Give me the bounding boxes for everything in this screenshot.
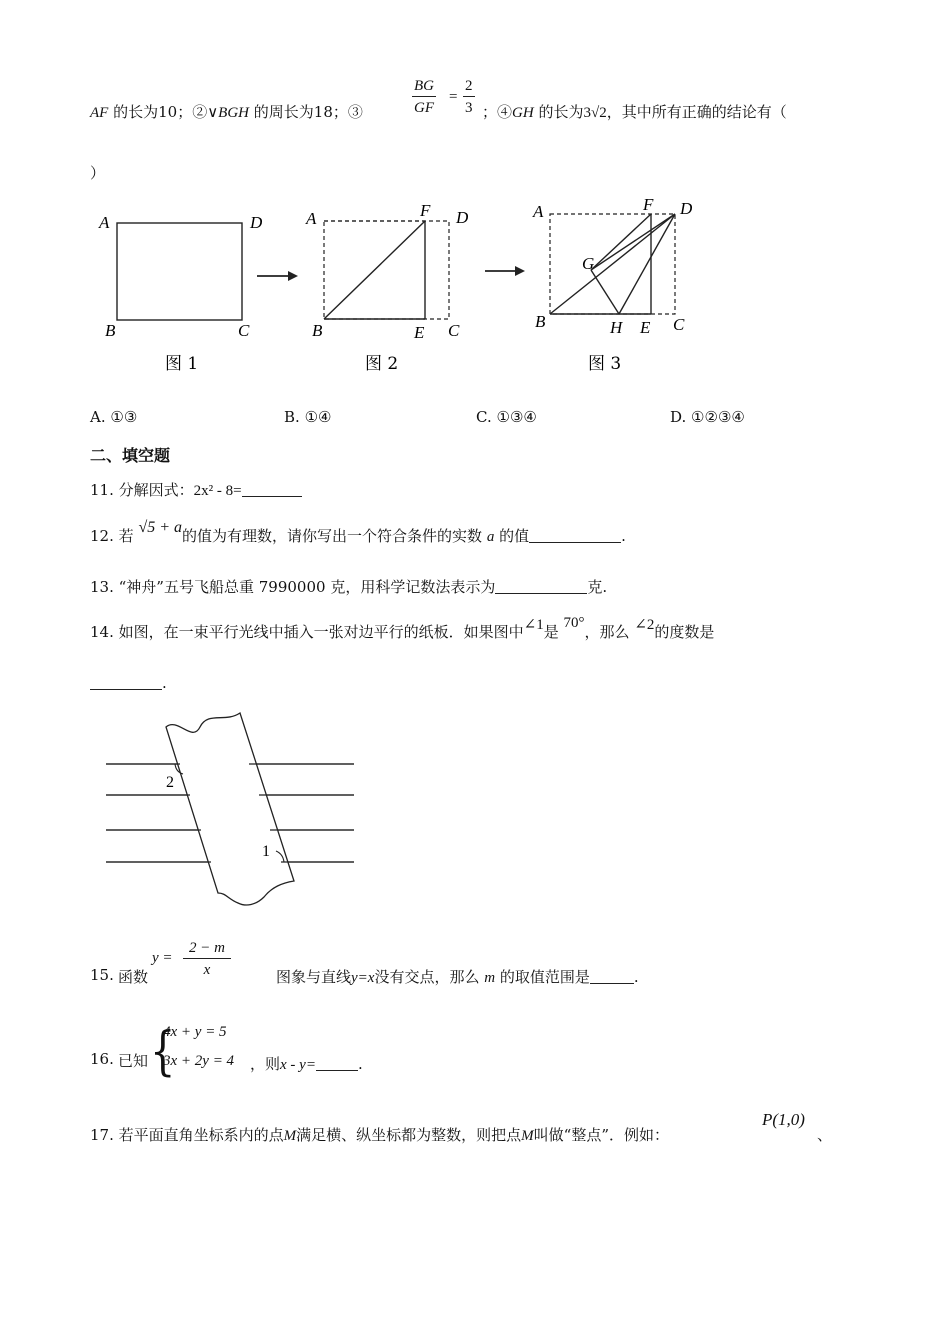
q14-answer-line — [90, 674, 167, 692]
choice-d[interactable] — [670, 408, 745, 426]
q12-number: 12. — [90, 527, 114, 545]
q15-end: . — [633, 968, 639, 986]
q17-text: 若平面直角坐标系内的点 — [118, 1126, 284, 1144]
q17-text-3: 叫做“整点”．例如： — [533, 1126, 670, 1144]
question-13 — [90, 576, 607, 597]
choice-c-letter: C. — [476, 408, 492, 426]
q17-end: 、 — [817, 1126, 833, 1144]
frac-den-gf: GF — [414, 100, 434, 116]
q13-text: “神舟”五号飞船总重 7990000 克，用科学记数法表示为 — [118, 578, 496, 596]
q14-degree: 70° — [563, 615, 585, 631]
fig3-label-d: D — [680, 199, 693, 218]
fig3-label-h: H — [610, 318, 623, 337]
choice-c[interactable] — [476, 408, 537, 426]
fig-angle-label-2: 2 — [166, 774, 174, 791]
q16-pre: 已知 — [118, 1052, 149, 1070]
choice-a[interactable] — [90, 408, 137, 426]
q14-text-3: 的度数是 — [654, 623, 715, 641]
q10-segment-gh: GH — [512, 105, 534, 121]
question-14 — [90, 615, 715, 642]
q15-text-2: 没有交点，那么 — [374, 968, 480, 986]
q12-text-2: 的值 — [499, 527, 530, 545]
fig3-label-b: B — [535, 312, 546, 331]
q10-value-3sqrt2: 3√2 — [583, 105, 607, 121]
q15-numerator: 2 − m — [183, 938, 231, 959]
choice-b[interactable] — [284, 408, 331, 426]
q15-text-line — [276, 966, 639, 987]
q15-text-3: 的取值范围是 — [499, 968, 590, 986]
q16-text-line — [250, 1053, 363, 1074]
q16-text: ，则 — [250, 1055, 281, 1073]
q11-text: 分解因式： — [118, 481, 194, 499]
q11-number: 11. — [90, 481, 114, 499]
q10-text-3: ；④ — [482, 103, 513, 121]
q17-text-2: 满足横、纵坐标都为整数，则把点 — [296, 1126, 522, 1144]
q13-end: 克. — [587, 578, 608, 596]
q14-end: . — [162, 674, 167, 692]
q11-answer-blank[interactable] — [242, 481, 302, 497]
q12-answer-blank[interactable] — [529, 527, 621, 543]
q10-text-1: 的长为10；② — [113, 103, 208, 121]
q12-var-a: a — [486, 529, 495, 545]
fig1-caption: 图 1 — [165, 354, 199, 374]
fig2-label-e: E — [414, 323, 425, 342]
frac-num-2: 2 — [463, 76, 475, 97]
fig2-dashed-rectangle — [324, 221, 449, 319]
q12-expression: √5 + a — [138, 519, 183, 536]
q11-expression: 2x² - 8= — [193, 483, 242, 499]
figure-3 — [532, 195, 693, 374]
fig-angle-label-1: 1 — [262, 843, 270, 860]
q10-statement — [90, 101, 363, 122]
choice-b-letter: B. — [284, 408, 300, 426]
fig2-fold-line — [324, 221, 425, 319]
q17-point-p: P(1,0) — [762, 1110, 805, 1129]
fig2-label-d: D — [456, 208, 469, 227]
q14-figure — [100, 705, 360, 915]
cardboard-strip — [166, 713, 294, 905]
choice-c-text: ①③④ — [496, 408, 537, 426]
question-12 — [90, 519, 626, 546]
section-title-fill-in: 二、填空题 — [90, 446, 171, 465]
q12-end: . — [621, 527, 626, 545]
frac-den-3: 3 — [465, 100, 473, 116]
q15-text: 图象与直线 — [276, 968, 352, 986]
q10-equals: = — [449, 89, 458, 105]
fig1-label-c: C — [238, 321, 250, 340]
q14-text: 如图，在一束平行光线中插入一张对边平行的纸板．如果图中 — [118, 623, 524, 641]
q15-number: 15. — [90, 966, 114, 984]
choice-d-letter: D. — [670, 408, 687, 426]
q10-figures — [95, 195, 735, 380]
choice-d-text: ①②③④ — [691, 408, 745, 426]
fig3-diagonal-bd — [550, 214, 675, 314]
q15-line: y=x — [351, 970, 375, 986]
q14-number: 14. — [90, 623, 114, 641]
q14-is: 是 — [543, 623, 559, 641]
q17-point-m: M — [283, 1128, 297, 1144]
fig1-label-a: A — [99, 213, 110, 232]
q12-pre: 若 — [118, 527, 134, 545]
fig3-label-e: E — [640, 318, 651, 337]
q10-text-4: 的长为 — [538, 103, 584, 121]
figure-1 — [98, 213, 263, 374]
q10-text-5: ，其中所有正确的结论有（ — [606, 103, 787, 121]
q16-end: . — [357, 1055, 363, 1073]
q15-answer-blank[interactable] — [590, 968, 634, 984]
fig3-label-f: F — [643, 195, 654, 214]
q15-y-equals: y = — [152, 950, 173, 966]
q16-answer-blank[interactable] — [316, 1055, 358, 1071]
q15-var-m: m — [484, 970, 496, 986]
fig1-label-d: D — [250, 213, 263, 232]
q16-equation-1: 4x + y = 5 — [163, 1024, 227, 1040]
question-11 — [90, 479, 302, 500]
q10-fraction-2-3 — [463, 76, 475, 119]
fig3-label-a: A — [533, 202, 544, 221]
arrow-1-icon — [257, 271, 298, 281]
fig3-caption: 图 3 — [588, 354, 622, 374]
frac-num-bg: BG — [412, 76, 436, 97]
fig2-label-c: C — [448, 321, 460, 340]
q10-close-paren: ） — [90, 164, 106, 182]
fig3-label-g: G — [582, 254, 595, 273]
choice-a-letter: A. — [90, 408, 106, 426]
q14-answer-blank[interactable] — [90, 674, 162, 690]
q14-angle-1: ∠1 — [523, 617, 544, 633]
q16-equation-2: 3x + 2y = 4 — [163, 1053, 235, 1069]
fig2-label-f: F — [420, 201, 431, 220]
q15-denominator: x — [203, 962, 211, 978]
q10-text-2: 的周长为18；③ — [253, 103, 363, 121]
fig1-rectangle — [117, 223, 242, 320]
figure-2 — [305, 201, 469, 374]
fig1-label-b: B — [105, 321, 116, 340]
q12-text: 的值为有理数，请你写出一个符合条件的实数 — [182, 527, 483, 545]
q16-expression: x - y= — [280, 1057, 316, 1073]
fig3-label-c: C — [673, 315, 685, 334]
q13-answer-blank[interactable] — [495, 578, 587, 594]
q16-brace-icon: { — [150, 1022, 176, 1082]
q10-fraction-bg-gf — [412, 76, 436, 119]
choice-a-text: ①③ — [110, 408, 138, 426]
q17-point-m-2: M — [521, 1128, 534, 1144]
q10-statement-tail — [482, 101, 787, 122]
q15-fraction — [183, 938, 231, 981]
q10-segment-af: AF — [90, 105, 109, 121]
fig2-label-a: A — [306, 209, 317, 228]
arrow-2-icon — [485, 266, 525, 276]
question-17 — [90, 1124, 669, 1145]
q13-number: 13. — [90, 578, 114, 596]
q15-pre: 函数 — [118, 968, 149, 986]
q14-text-2: ，那么 — [584, 623, 630, 641]
q16-number: 16. — [90, 1050, 114, 1068]
fig2-label-b: B — [312, 321, 323, 340]
q10-triangle-bgh: ∨BGH — [207, 105, 250, 121]
q14-angle-2: ∠2 — [634, 617, 655, 633]
q17-number: 17. — [90, 1126, 114, 1144]
fig2-caption: 图 2 — [365, 354, 399, 374]
choice-b-text: ①④ — [304, 408, 332, 426]
